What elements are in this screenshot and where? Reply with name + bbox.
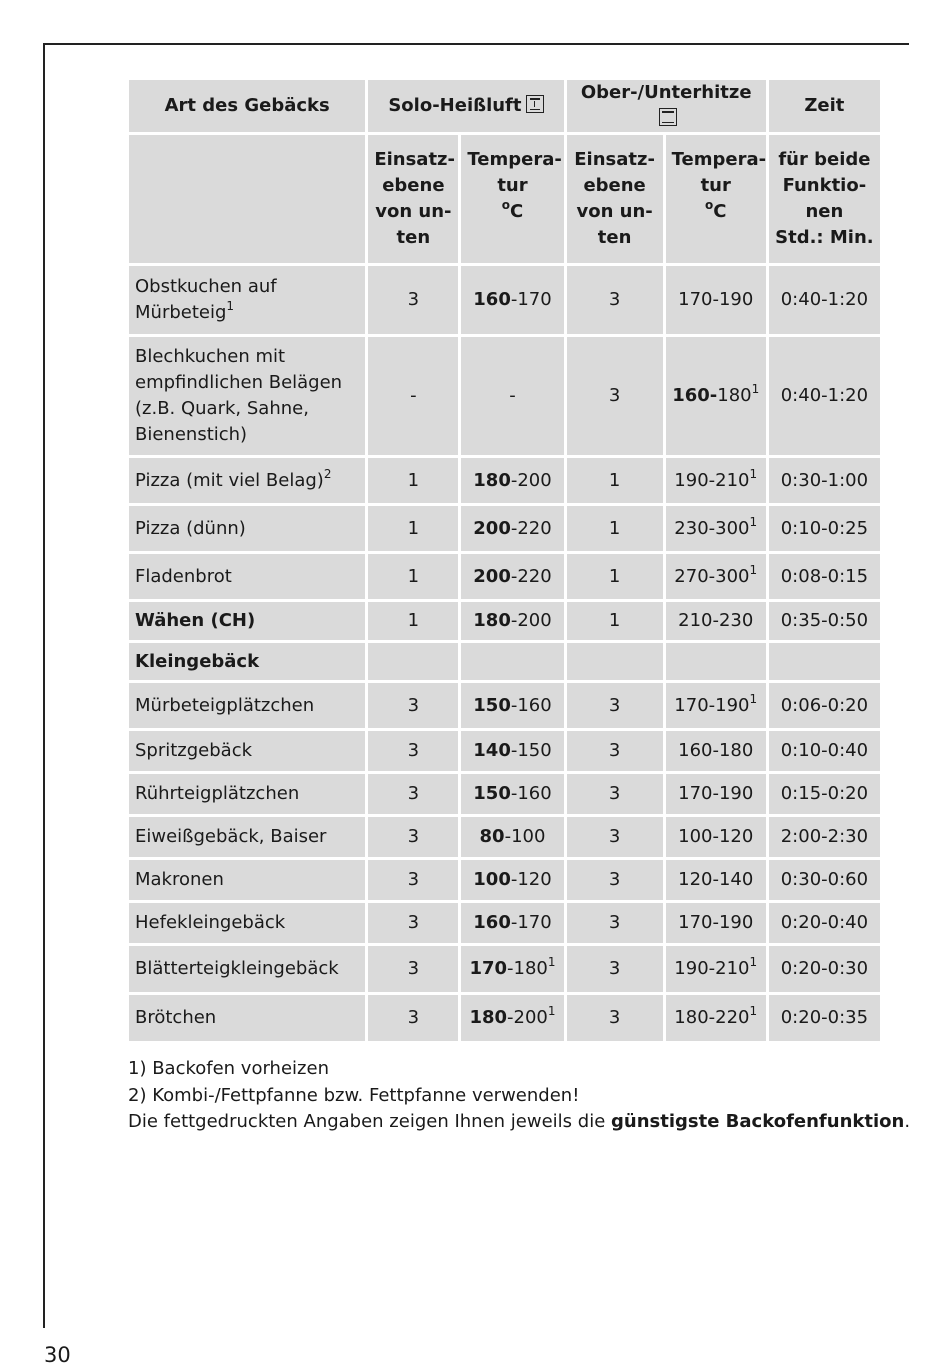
ober-level: 3 [567,995,663,1041]
row-name: Wähen (CH) [129,602,365,640]
solo-level: 3 [368,860,458,900]
solo-temp: - [461,337,563,455]
ober-temp: 170-190 [666,774,766,814]
table-row [129,774,880,814]
solo-temp: 200-220 [461,506,563,551]
solo-level: 3 [368,731,458,771]
table-row [129,337,880,455]
header-art: Art des Gebäcks [129,80,365,132]
row-name: Pizza (mit viel Belag)$^2$ [129,458,365,503]
ober-temp: 100-120 [666,817,766,857]
top-bottom-heat-icon [659,108,677,126]
zeit: 0:10-0:25 [769,506,880,551]
ober-level: 3 [567,266,663,334]
solo-level: 3 [368,774,458,814]
solo-temp: $170-180^1$ [461,946,563,992]
ober-level: 3 [567,774,663,814]
ober-level: 3 [567,683,663,728]
empty-cell [666,643,766,680]
table-row [129,903,880,943]
solo-temp: 160-170 [461,903,563,943]
solo-temp: 140-150 [461,731,563,771]
ober-level: 3 [567,946,663,992]
solo-level: 1 [368,506,458,551]
row-name: Pizza (dünn) [129,506,365,551]
zeit: 2:00-2:30 [769,817,880,857]
ober-temp: $190-210^1$ [666,458,766,503]
subheader-row [129,135,880,263]
section-row [129,643,880,680]
zeit: 0:30-1:00 [769,458,880,503]
ober-level: 1 [567,458,663,503]
zeit: 0:35-0:50 [769,602,880,640]
solo-level: 3 [368,903,458,943]
frame-top-rule [43,43,909,45]
footnote-2: 2) Kombi-/Fettpfanne bzw. Fettpfanne verwenden! [128,1084,580,1106]
empty-cell [461,643,563,680]
ober-temp: $190-210^1$ [666,946,766,992]
baking-table [126,77,883,1044]
solo-temp: 100-120 [461,860,563,900]
solo-level: 1 [368,602,458,640]
zeit: 0:20-0:30 [769,946,880,992]
row-name: Hefekleingebäck [129,903,365,943]
header-row [129,80,880,132]
ober-temp: 210-230 [666,602,766,640]
ober-temp: 170-190 [666,903,766,943]
ober-level: 1 [567,506,663,551]
footnote-3: Die fettgedruckten Angaben zeigen Ihnen jeweils die günstigste Backofenfunktion. [128,1111,911,1132]
zeit: 0:20-0:35 [769,995,880,1041]
table-row [129,506,880,551]
subheader-einsatz-ober: Einsatz- ebene von un- ten [567,135,663,263]
row-name: Mürbeteigplätzchen [129,683,365,728]
solo-temp: 150-160 [461,683,563,728]
ober-level: 3 [567,817,663,857]
frame-left-rule [43,43,45,1328]
ober-level: 3 [567,903,663,943]
zeit: 0:30-0:60 [769,860,880,900]
row-name: Brötchen [129,995,365,1041]
ober-level: 3 [567,731,663,771]
table-row [129,602,880,640]
zeit: 0:08-0:15 [769,554,880,599]
table-row [129,458,880,503]
solo-level: 3 [368,946,458,992]
row-name: Eiweißgebäck, Baiser [129,817,365,857]
ober-temp: 170-190 [666,266,766,334]
ober-level: 3 [567,860,663,900]
ober-temp: $170-190^1$ [666,683,766,728]
solo-level: 3 [368,817,458,857]
zeit: 0:06-0:20 [769,683,880,728]
table-row [129,946,880,992]
ober-level: 1 [567,554,663,599]
ober-level: 1 [567,602,663,640]
solo-temp: 180-200 [461,458,563,503]
empty-cell [769,643,880,680]
solo-level: 1 [368,554,458,599]
empty-cell [368,643,458,680]
row-name: Rührteigplätzchen [129,774,365,814]
table-row [129,995,880,1041]
ober-temp: $160-180^1$ [666,337,766,455]
zeit: 0:10-0:40 [769,731,880,771]
header-ober: Ober-/Unterhitze [567,80,766,132]
solo-temp: 80-100 [461,817,563,857]
subheader-temp-solo: Tempera- tur $^o$C [461,135,563,263]
table-row [129,683,880,728]
zeit: 0:40-1:20 [769,266,880,334]
zeit: 0:15-0:20 [769,774,880,814]
subheader-zeit: für beide Funktio- nen Std.: Min. [769,135,880,263]
table-row [129,731,880,771]
row-name: Fladenbrot [129,554,365,599]
table-row [129,860,880,900]
solo-level: - [368,337,458,455]
ober-temp: $180-220^1$ [666,995,766,1041]
zeit: 0:40-1:20 [769,337,880,455]
ober-level: 3 [567,337,663,455]
empty-cell [567,643,663,680]
solo-temp: 180-200 [461,602,563,640]
row-name: Obstkuchen auf Mürbeteig$^1$ [129,266,365,334]
subheader-einsatz-solo: Einsatz- ebene von un- ten [368,135,458,263]
section-title: Kleingebäck [129,643,365,680]
ober-temp: $230-300^1$ [666,506,766,551]
footnote-1: 1) Backofen vorheizen [128,1058,329,1079]
row-name: Makronen [129,860,365,900]
row-name: Blechkuchen mit empfindlichen Belägen (z.B. Quark, Sahne, Bienenstich) [129,337,365,455]
fan-heat-icon [526,95,544,113]
subheader-empty [129,135,365,263]
subheader-temp-ober: Tempera- tur $^o$C [666,135,766,263]
header-solo: Solo-Heißluft [368,80,563,132]
solo-temp: 160-170 [461,266,563,334]
solo-temp: 200-220 [461,554,563,599]
row-name: Blätterteigkleingebäck [129,946,365,992]
table-row [129,266,880,334]
solo-level: 3 [368,683,458,728]
zeit: 0:20-0:40 [769,903,880,943]
header-zeit: Zeit [769,80,880,132]
ober-temp: $270-300^1$ [666,554,766,599]
table-row [129,554,880,599]
ober-temp: 120-140 [666,860,766,900]
page-number: 30 [44,1343,71,1367]
solo-level: 3 [368,266,458,334]
solo-temp: $180-200^1$ [461,995,563,1041]
row-name: Spritzgebäck [129,731,365,771]
solo-level: 1 [368,458,458,503]
footnotes [128,1056,910,1136]
table-row [129,817,880,857]
solo-level: 3 [368,995,458,1041]
ober-temp: 160-180 [666,731,766,771]
solo-temp: 150-160 [461,774,563,814]
